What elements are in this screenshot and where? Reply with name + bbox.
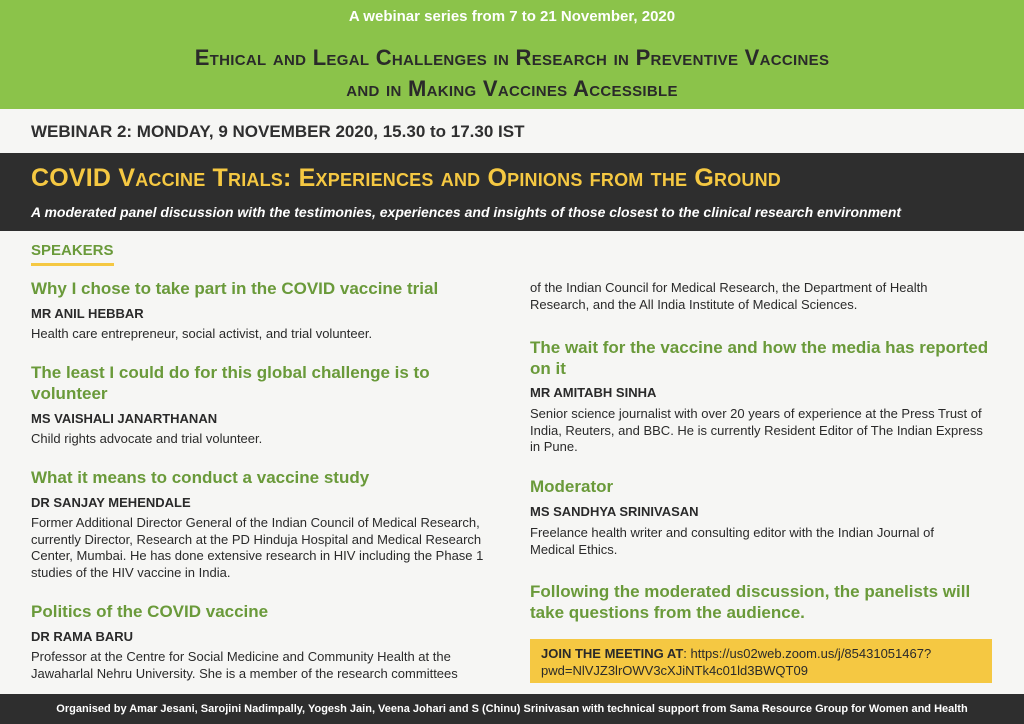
speaker-bio: Senior science journalist with over 20 years of experience at the Press Trust of India, Reuters, and BBC. He is currently Resident Editor of The Indian Express in Pune. <box>530 406 983 454</box>
speaker-name: MR AMITABH SINHA <box>530 385 657 400</box>
speaker-topic: Politics of the COVID vaccine <box>31 602 269 621</box>
moderator-bio: Freelance health writer and consulting editor with the Indian Journal of Medical Ethics. <box>530 525 934 557</box>
speaker-name: DR SANJAY MEHENDALE <box>31 495 191 510</box>
series-title <box>0 42 1024 104</box>
organisers-footer: Organised by Amar Jesani, Sarojini Nadimpally, Yogesh Jain, Veena Johari and S (Chinu) Srinivasan with technical support from Sama Resource Group for Women and Health <box>0 694 1024 724</box>
session-subtitle: A moderated panel discussion with the testimonies, experiences and insights of those closest to the clinical research environment <box>31 204 902 220</box>
join-meeting-label: JOIN THE MEETING AT <box>541 646 684 661</box>
moderator-name: MS SANDHYA SRINIVASAN <box>530 504 699 519</box>
speakers-heading: SPEAKERS <box>31 242 114 266</box>
speaker-bio-continued: of the Indian Council for Medical Research, the Department of Health Research, and the All India Institute of Medical Sciences. <box>530 280 928 312</box>
speaker-bio: Professor at the Centre for Social Medicine and Community Health at the Jawaharlal Nehru University. She is a member of the research committees <box>31 649 458 681</box>
join-meeting-link[interactable]: : https://us02web.zoom.us/j/85431051467?pwd=NlVJZ3lrOWV3cXJiNTk4c01ld3BWQT09 <box>541 646 932 678</box>
join-meeting-box <box>530 639 992 683</box>
top-banner <box>0 0 1024 109</box>
series-dates: A webinar series from 7 to 21 November, 2020 <box>348 8 676 25</box>
speaker-topic: The least I could do for this global challenge is to volunteer <box>31 363 430 403</box>
speaker-topic: What it means to conduct a vaccine study <box>31 468 370 487</box>
speaker-name: MS VAISHALI JANARTHANAN <box>31 411 218 426</box>
webinar-date: WEBINAR 2: MONDAY, 9 NOVEMBER 2020, 15.30 to 17.30 IST <box>31 122 525 141</box>
speaker-bio: Former Additional Director General of the Indian Council of Medical Research, currently Director, Research at the PD Hinduja Hospital and Medical Research Center, Mumbai. He has done extensive research in HIV including the Phase 1 studies of the HIV vaccine in India. <box>31 515 484 580</box>
closing-note: Following the moderated discussion, the panelists will take questions from the audience. <box>530 582 971 622</box>
speaker-bio: Child rights advocate and trial volunteer. <box>31 431 263 446</box>
speaker-name: DR RAMA BARU <box>31 629 134 644</box>
series-title-line2: and in Making Vaccines Accessible <box>346 76 678 101</box>
speaker-bio: Health care entrepreneur, social activist, and trial volunteer. <box>31 326 373 341</box>
moderator-heading: Moderator <box>530 477 614 496</box>
series-title-line1: Ethical and Legal Challenges in Research in Preventive Vaccines <box>194 45 830 70</box>
session-title: COVID Vaccine Trials: Experiences and Opinions from the Ground <box>31 164 782 192</box>
speaker-name: MR ANIL HEBBAR <box>31 306 144 321</box>
session-band <box>0 153 1024 231</box>
speaker-topic: Why I chose to take part in the COVID vaccine trial <box>31 279 439 298</box>
speaker-topic: The wait for the vaccine and how the media has reported on it <box>530 338 989 378</box>
